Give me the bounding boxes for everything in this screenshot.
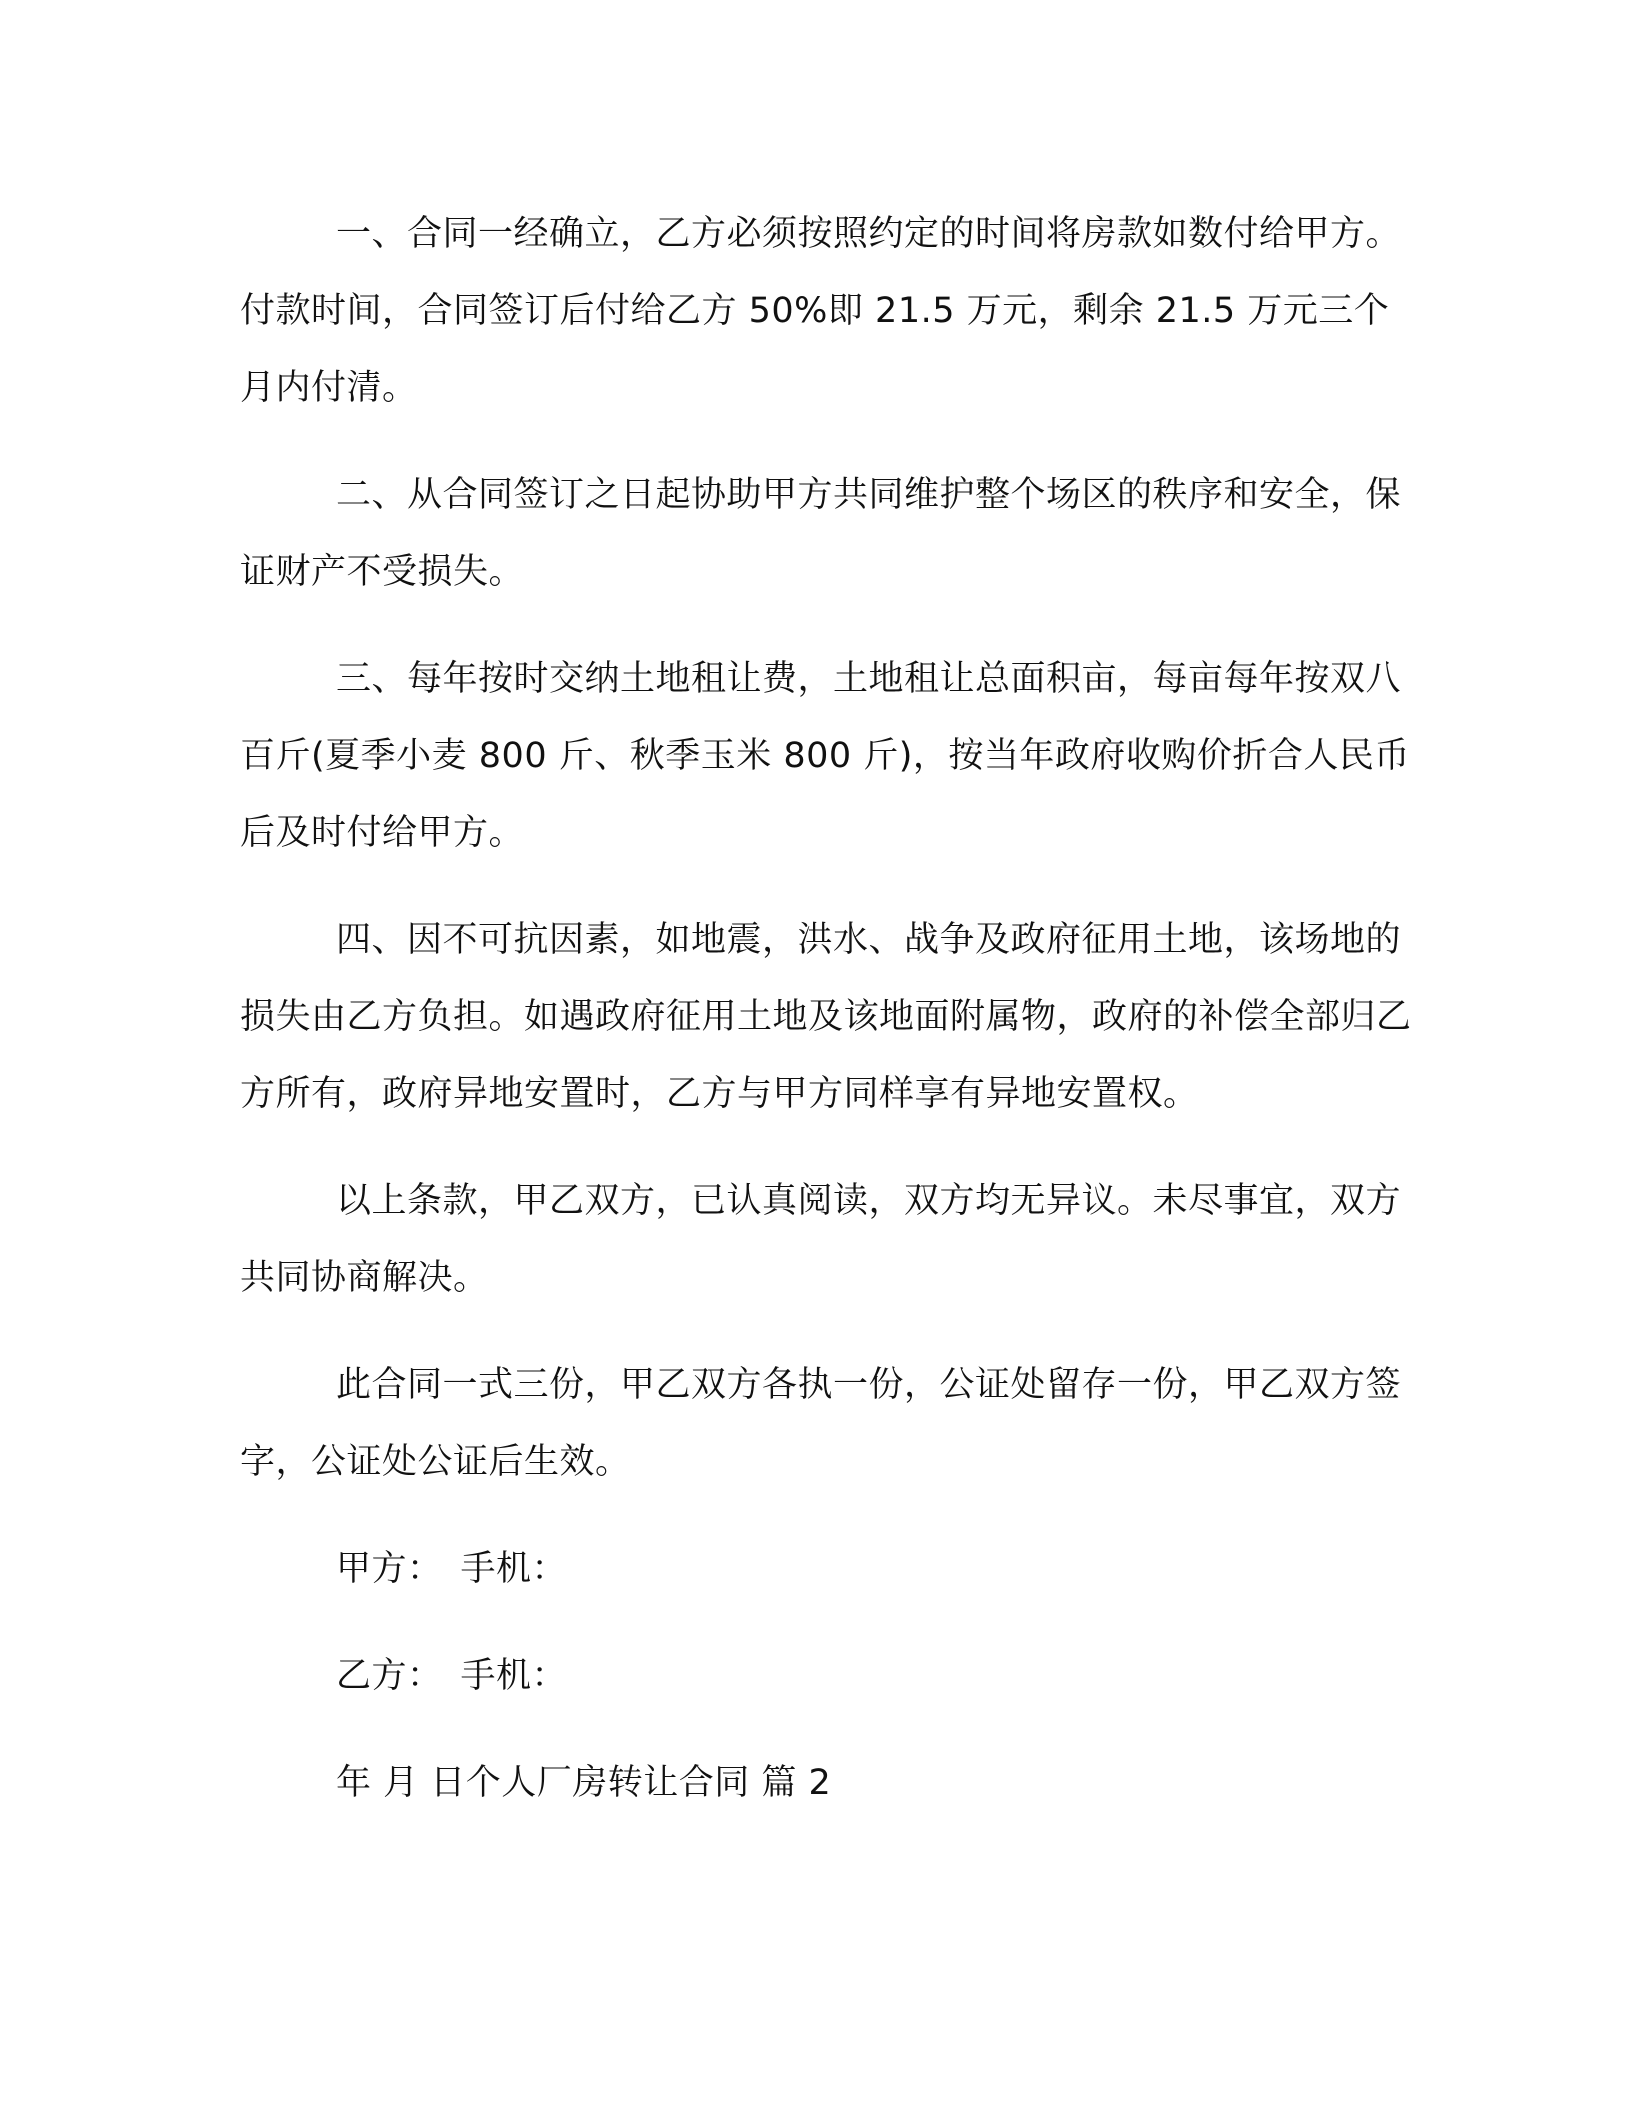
party-b-label: 乙方：	[336, 1656, 443, 1696]
clause-2: 二、从合同签订之日起协助甲方共同维护整个场区的秩序和安全，保证财产不受损失。	[240, 475, 1402, 592]
copies-statement: 此合同一式三份，甲乙双方各执一份，公证处留存一份，甲乙双方签字，公证处公证后生效。	[240, 1365, 1402, 1482]
clause-3: 三、每年按时交纳土地租让费，土地租让总面积亩，每亩每年按双八百斤(夏季小麦 800 斤、秋季玉米 800 斤)，按当年政府收购价折合人民币后及时付给甲方。	[240, 659, 1410, 853]
date-and-next-section-title: 年 月 日个人厂房转让合同 篇 2	[336, 1763, 832, 1803]
document-body	[240, 196, 1415, 1822]
clause-1: 一、合同一经确立，乙方必须按照约定的时间将房款如数付给甲方。付款时间，合同签订后付给乙方 50%即 21.5 万元，剩余 21.5 万元三个月内付清。	[240, 214, 1402, 408]
party-b-signature-line	[240, 1638, 1415, 1715]
party-a-phone-label: 手机：	[460, 1549, 568, 1589]
clause-4: 四、因不可抗因素，如地震，洪水、战争及政府征用土地，该场地的损失由乙方负担。如遇政府征用土地及该地面附属物，政府的补偿全部归乙方所有，政府异地安置时，乙方与甲方同样享有异地安置权。	[240, 920, 1412, 1114]
party-b-phone-label: 手机：	[460, 1656, 568, 1696]
agreement-statement: 以上条款，甲乙双方，已认真阅读，双方均无异议。未尽事宜，双方共同协商解决。	[240, 1181, 1402, 1298]
party-a-signature-line	[240, 1531, 1415, 1608]
party-a-label: 甲方：	[336, 1549, 443, 1589]
